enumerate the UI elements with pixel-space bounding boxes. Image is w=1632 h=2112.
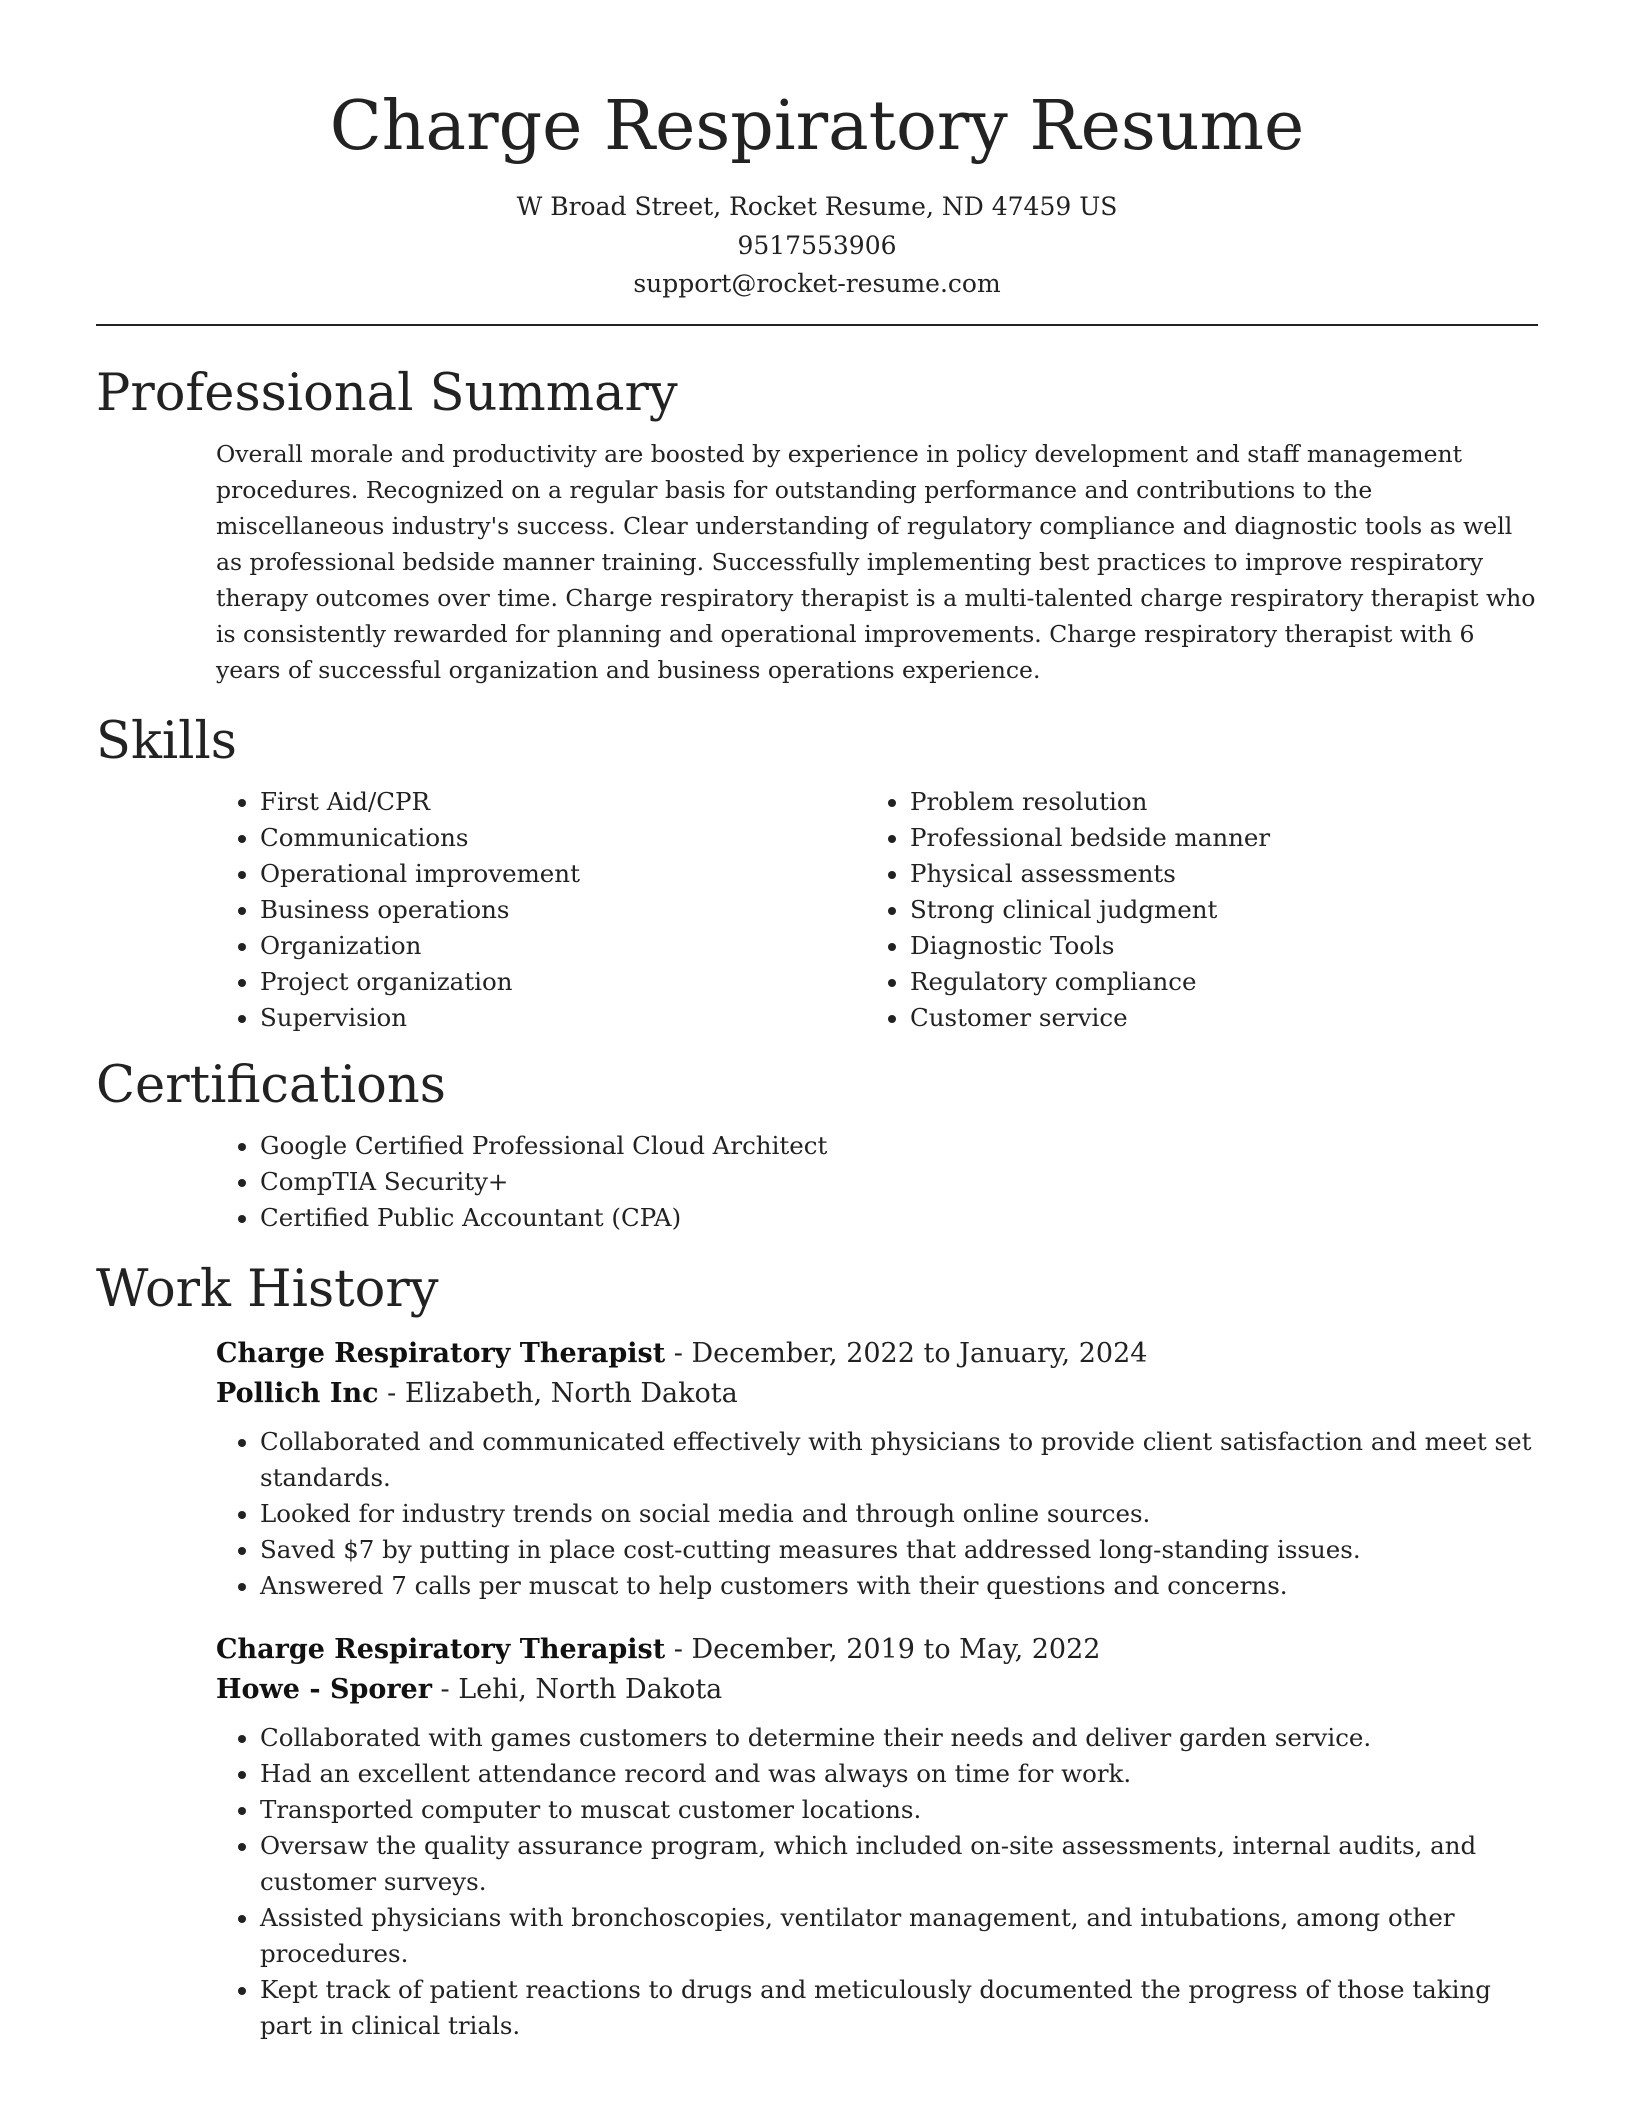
contact-address: W Broad Street, Rocket Resume, ND 47459 US bbox=[516, 192, 1118, 221]
skill-item: • Organization bbox=[260, 928, 746, 964]
work-history-heading: Work History bbox=[96, 1259, 439, 1319]
certifications-list bbox=[96, 1128, 1538, 1236]
skills-list-left bbox=[96, 784, 746, 1036]
job-bullet: • Collaborated with games customers to determine their needs and deliver garden service. bbox=[260, 1720, 1538, 1756]
contact-phone: 9517553906 bbox=[737, 230, 897, 260]
skill-item: • Physical assessments bbox=[910, 856, 1538, 892]
resume-page bbox=[96, 0, 1538, 2044]
job-title: Charge Respiratory Therapist bbox=[216, 1633, 666, 1665]
job-title-line bbox=[216, 1630, 1538, 1670]
job-location: - Lehi, North Dakota bbox=[431, 1673, 723, 1705]
skills-heading: Skills bbox=[96, 711, 237, 771]
skill-item: • Strong clinical judgment bbox=[910, 892, 1538, 928]
job-bullets bbox=[216, 1424, 1538, 1604]
skill-item: • Regulatory compliance bbox=[910, 964, 1538, 1000]
job-bullet: • Assisted physicians with bronchoscopies, ventilator management, and intubations, among other procedures. bbox=[260, 1900, 1538, 1972]
contact-email: support@rocket-resume.com bbox=[633, 269, 1001, 298]
contact-block bbox=[96, 188, 1538, 304]
job-company: Howe - Sporer bbox=[216, 1673, 432, 1705]
job-dates: - December, 2022 to January, 2024 bbox=[665, 1337, 1148, 1369]
job-bullet: • Collaborated and communicated effectively with physicians to provide client satisfaction and meet set standards. bbox=[260, 1424, 1538, 1496]
certification-item: • CompTIA Security+ bbox=[260, 1164, 1538, 1200]
resume-title: Charge Respiratory Resume bbox=[329, 87, 1305, 166]
certification-item: • Certified Public Accountant (CPA) bbox=[260, 1200, 1538, 1236]
job-bullet: • Had an excellent attendance record and was always on time for work. bbox=[260, 1756, 1538, 1792]
job-entry bbox=[216, 1630, 1538, 2044]
job-bullet: • Answered 7 calls per muscat to help customers with their questions and concerns. bbox=[260, 1568, 1538, 1604]
summary-heading: Professional Summary bbox=[96, 363, 678, 423]
skills-list-right bbox=[746, 784, 1538, 1036]
job-bullet: • Kept track of patient reactions to drugs and meticulously documented the progress of those taking part in clinical trials. bbox=[260, 1972, 1538, 2044]
skill-item: • Operational improvement bbox=[260, 856, 746, 892]
job-company-line bbox=[216, 1374, 1538, 1414]
job-bullet: • Oversaw the quality assurance program, which included on-site assessments, internal audits, and customer surveys. bbox=[260, 1828, 1538, 1900]
job-bullet: • Transported computer to muscat customer locations. bbox=[260, 1792, 1538, 1828]
skill-item: • Professional bedside manner bbox=[910, 820, 1538, 856]
skill-item: • Problem resolution bbox=[910, 784, 1538, 820]
job-bullet: • Looked for industry trends on social media and through online sources. bbox=[260, 1496, 1538, 1532]
certification-item: • Google Certified Professional Cloud Architect bbox=[260, 1128, 1538, 1164]
job-company-line bbox=[216, 1670, 1538, 1710]
skill-item: • Communications bbox=[260, 820, 746, 856]
job-location: - Elizabeth, North Dakota bbox=[378, 1377, 738, 1409]
certifications-heading: Certifications bbox=[96, 1055, 446, 1115]
job-entry bbox=[216, 1334, 1538, 1604]
skill-item: • Business operations bbox=[260, 892, 746, 928]
skill-item: • Diagnostic Tools bbox=[910, 928, 1538, 964]
job-dates: - December, 2019 to May, 2022 bbox=[665, 1633, 1101, 1665]
job-title: Charge Respiratory Therapist bbox=[216, 1337, 666, 1369]
job-bullet: • Saved $7 by putting in place cost-cutting measures that addressed long-standing issues. bbox=[260, 1532, 1538, 1568]
skills-columns bbox=[96, 784, 1538, 1036]
header-divider bbox=[96, 324, 1538, 326]
job-company: Pollich Inc bbox=[216, 1377, 379, 1409]
job-bullets bbox=[216, 1720, 1538, 2044]
skill-item: • Supervision bbox=[260, 1000, 746, 1036]
skill-item: • Customer service bbox=[910, 1000, 1538, 1036]
summary-text: Overall morale and productivity are boosted by experience in policy development and staff management procedures. Recognized on a regular basis for outstanding performance and contributions to the miscellaneous industry's success. Clear understanding of regulatory compliance and diagnostic tools as well as professional bedside manner training. Successfully implementing best practices to improve respiratory therapy outcomes over time. Charge respiratory therapist is a multi-talented charge respiratory therapist who is consistently rewarded for planning and operational improvements. Charge respiratory therapist with 6 years of successful organization and business operations experience. bbox=[216, 439, 1536, 684]
job-title-line bbox=[216, 1334, 1538, 1374]
skill-item: • Project organization bbox=[260, 964, 746, 1000]
skill-item: • First Aid/CPR bbox=[260, 784, 746, 820]
